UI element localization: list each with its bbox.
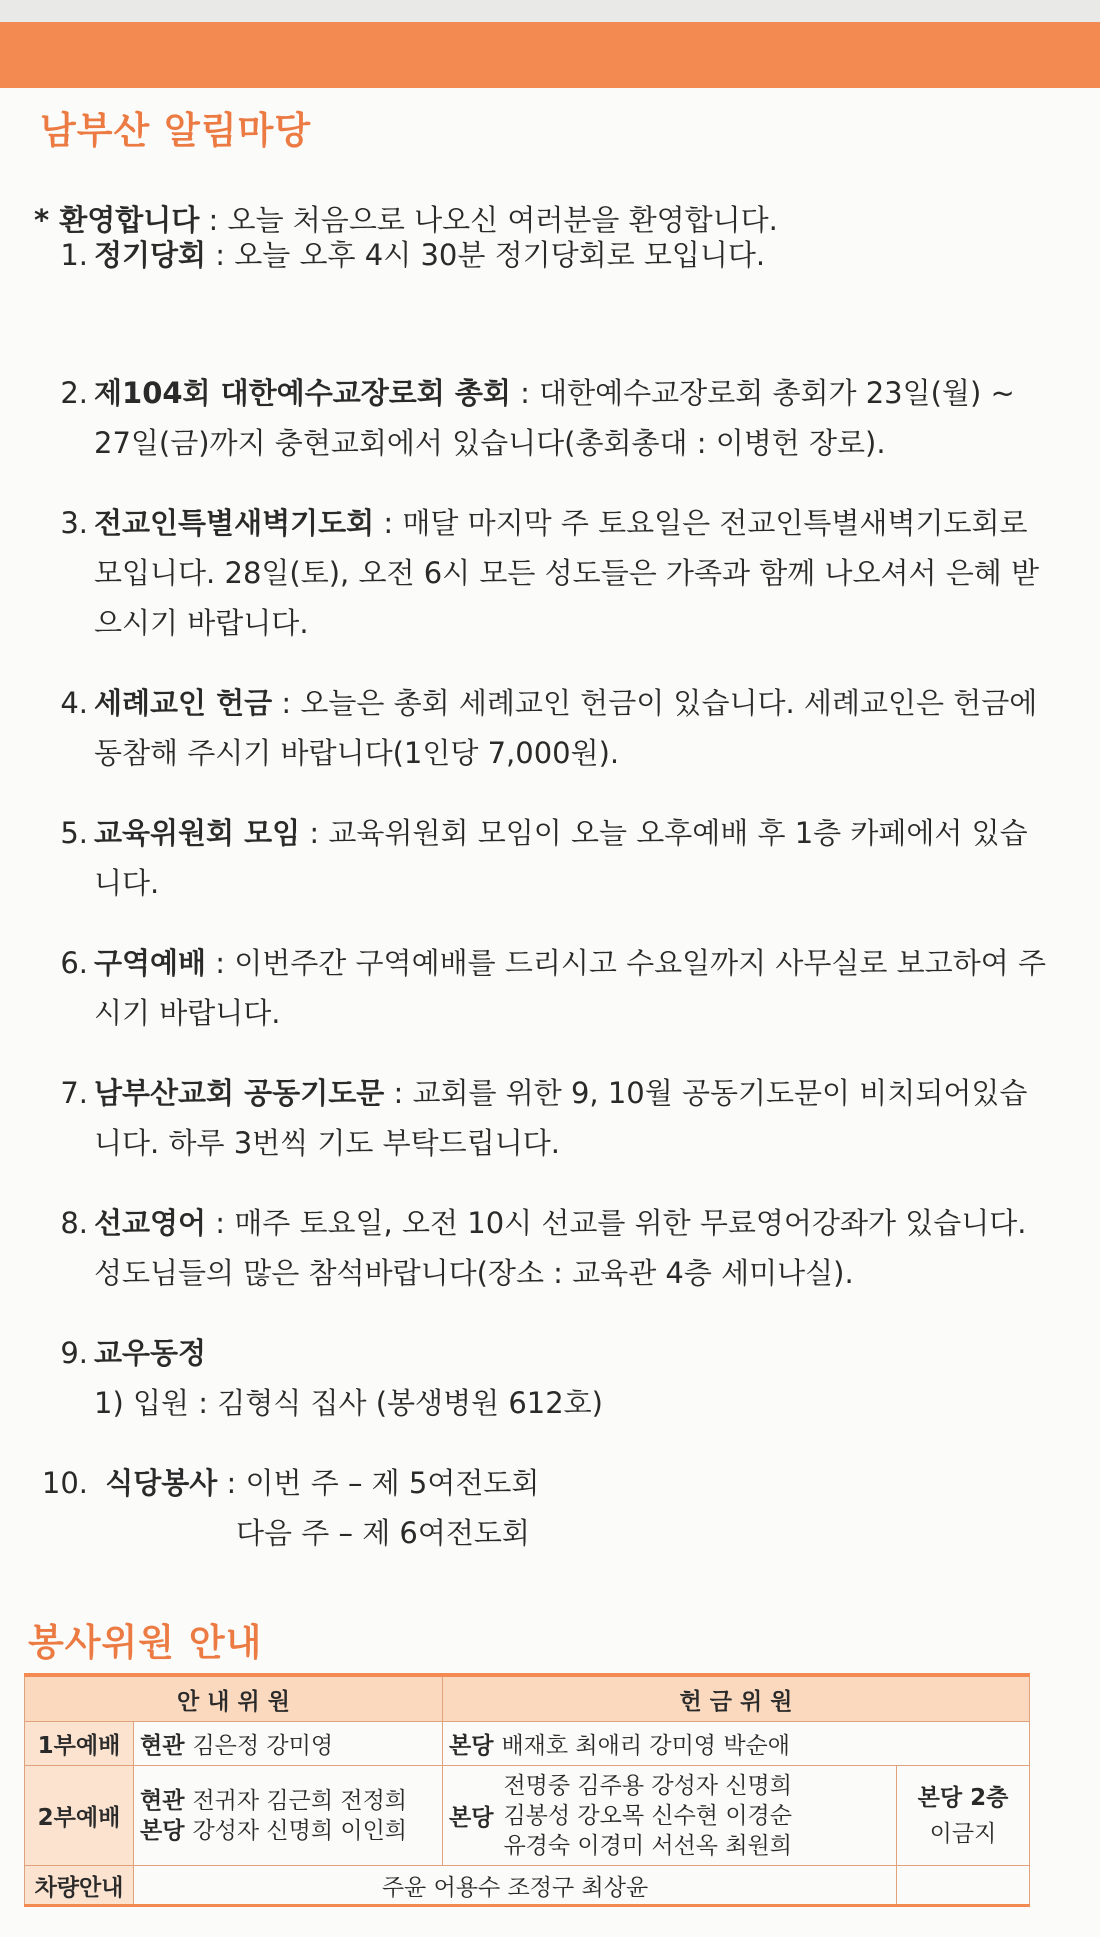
item-text: : 이번주간 구역예배를 드리시고 수요일까지 사무실로 보고하여 주시기 바랍니다.	[94, 946, 1046, 1030]
notice-item	[44, 1198, 1054, 1298]
item-number: 5.	[60, 816, 88, 850]
item-text: : 매주 토요일, 오전 10시 선교를 위한 무료영어강좌가 있습니다. 성도님들의 많은 참석바랍니다(장소 : 교육관 4층 세미나실).	[94, 1206, 1027, 1290]
item-text: : 오늘은 총회 세례교인 헌금이 있습니다. 세례교인은 헌금에 동참해 주시기 바랍니다(1인당 7,000원).	[94, 686, 1038, 770]
row-label: 1부예배	[25, 1722, 134, 1766]
notice-item	[44, 1068, 1054, 1168]
welcome-text: : 오늘 처음으로 나오신 여러분을 환영합니다.	[199, 203, 778, 237]
item-head: 남부산교회 공동기도문	[94, 1076, 385, 1110]
welcome-head: * 환영합니다	[34, 203, 200, 237]
item-text: : 교회를 위한 9, 10월 공동기도문이 비치되어있습니다. 하루 3번씩 기도 부탁드립니다.	[94, 1076, 1028, 1160]
item-number: 1.	[60, 238, 88, 272]
item-head: 식당봉사	[105, 1466, 218, 1500]
item-number: 3.	[60, 506, 88, 540]
extra-names: 이금지	[929, 1820, 997, 1847]
item-head: 전교인특별새벽기도회	[94, 506, 375, 540]
notice-item	[44, 230, 1054, 280]
place: 현관	[140, 1733, 185, 1759]
notice-item	[44, 938, 1054, 1038]
item-head: 구역예배	[94, 946, 207, 980]
item-number: 10.	[41, 1466, 88, 1500]
offering-names: 전명중 김주용 강성자 신명희	[503, 1772, 792, 1799]
place: 현관	[140, 1787, 185, 1814]
place: 본당	[449, 1733, 494, 1759]
item-head: 정기당회	[94, 238, 207, 272]
notice-item	[44, 1328, 1054, 1378]
row-label: 2부예배	[25, 1766, 134, 1866]
item-text: : 대한예수교장로회 총회가 23일(월) ~ 27일(금)까지 충현교회에서 있습니다(총회총대 : 이병헌 장로).	[94, 376, 1015, 460]
hospital-note: 1) 입원 : 김형식 집사 (봉생병원 612호)	[94, 1386, 603, 1420]
guide-header: 안 내 위 원	[25, 1675, 443, 1722]
vehicle-names: 주윤 어용수 조정구 최상윤	[134, 1866, 897, 1906]
item-number: 4.	[60, 686, 88, 720]
header-band	[0, 22, 1100, 88]
item-head: 교우동정	[94, 1336, 207, 1370]
service-title: 봉사위원 안내	[28, 1621, 263, 1664]
offering-header: 헌 금 위 원	[443, 1675, 1030, 1722]
table-row	[25, 1722, 1030, 1766]
item-number: 2.	[60, 376, 88, 410]
offering-names: 유경숙 이경미 서선옥 최원희	[503, 1832, 792, 1859]
item-head: 선교영어	[94, 1206, 207, 1240]
guide-names: 김은정 강미영	[192, 1733, 334, 1759]
notice-item	[44, 498, 1054, 648]
table-row	[25, 1866, 1030, 1906]
extra-place: 본당 2층	[917, 1784, 1009, 1811]
row-label: 차량안내	[25, 1866, 134, 1906]
meal-service	[30, 1458, 539, 1508]
item-text: : 오늘 오후 4시 30분 정기당회로 모입니다.	[206, 238, 766, 272]
place: 본당	[449, 1805, 494, 1831]
page-title: 남부산 알림마당	[40, 109, 312, 152]
guide-names: 전귀자 김근희 전정희	[192, 1787, 408, 1814]
item-number: 9.	[60, 1336, 88, 1370]
meal-line2: 다음 주 – 제 6여전도회	[236, 1516, 530, 1550]
item-text: : 매달 마지막 주 토요일은 전교인특별새벽기도회로 모입니다. 28일(토), 오전 6시 모든 성도들은 가족과 함께 나오셔서 은혜 받으시기 바랍니다.	[94, 506, 1039, 640]
item-text: : 교육위원회 모임이 오늘 오후예배 후 1층 카페에서 있습니다.	[94, 816, 1028, 900]
item-head: 제104회 대한예수교장로회 총회	[94, 376, 511, 410]
table-header	[25, 1675, 1030, 1722]
offering-names: 김봉성 강오목 신수현 이경순	[503, 1802, 792, 1829]
service-table	[24, 1673, 1030, 1907]
item-number: 6.	[60, 946, 88, 980]
meal-line1: : 이번 주 – 제 5여전도회	[217, 1466, 540, 1500]
table-row	[25, 1766, 1030, 1866]
notice-item	[44, 808, 1054, 908]
guide-names: 강성자 신명희 이인희	[192, 1817, 408, 1844]
item-head: 교육위원회 모임	[94, 816, 301, 850]
notice-item	[44, 678, 1054, 778]
item-head: 세례교인 헌금	[94, 686, 273, 720]
item-number: 8.	[60, 1206, 88, 1240]
item-number: 7.	[60, 1076, 88, 1110]
offering-names: 배재호 최애리 강미영 박순애	[501, 1733, 790, 1759]
notice-item	[44, 368, 1054, 468]
place: 본당	[140, 1817, 185, 1844]
